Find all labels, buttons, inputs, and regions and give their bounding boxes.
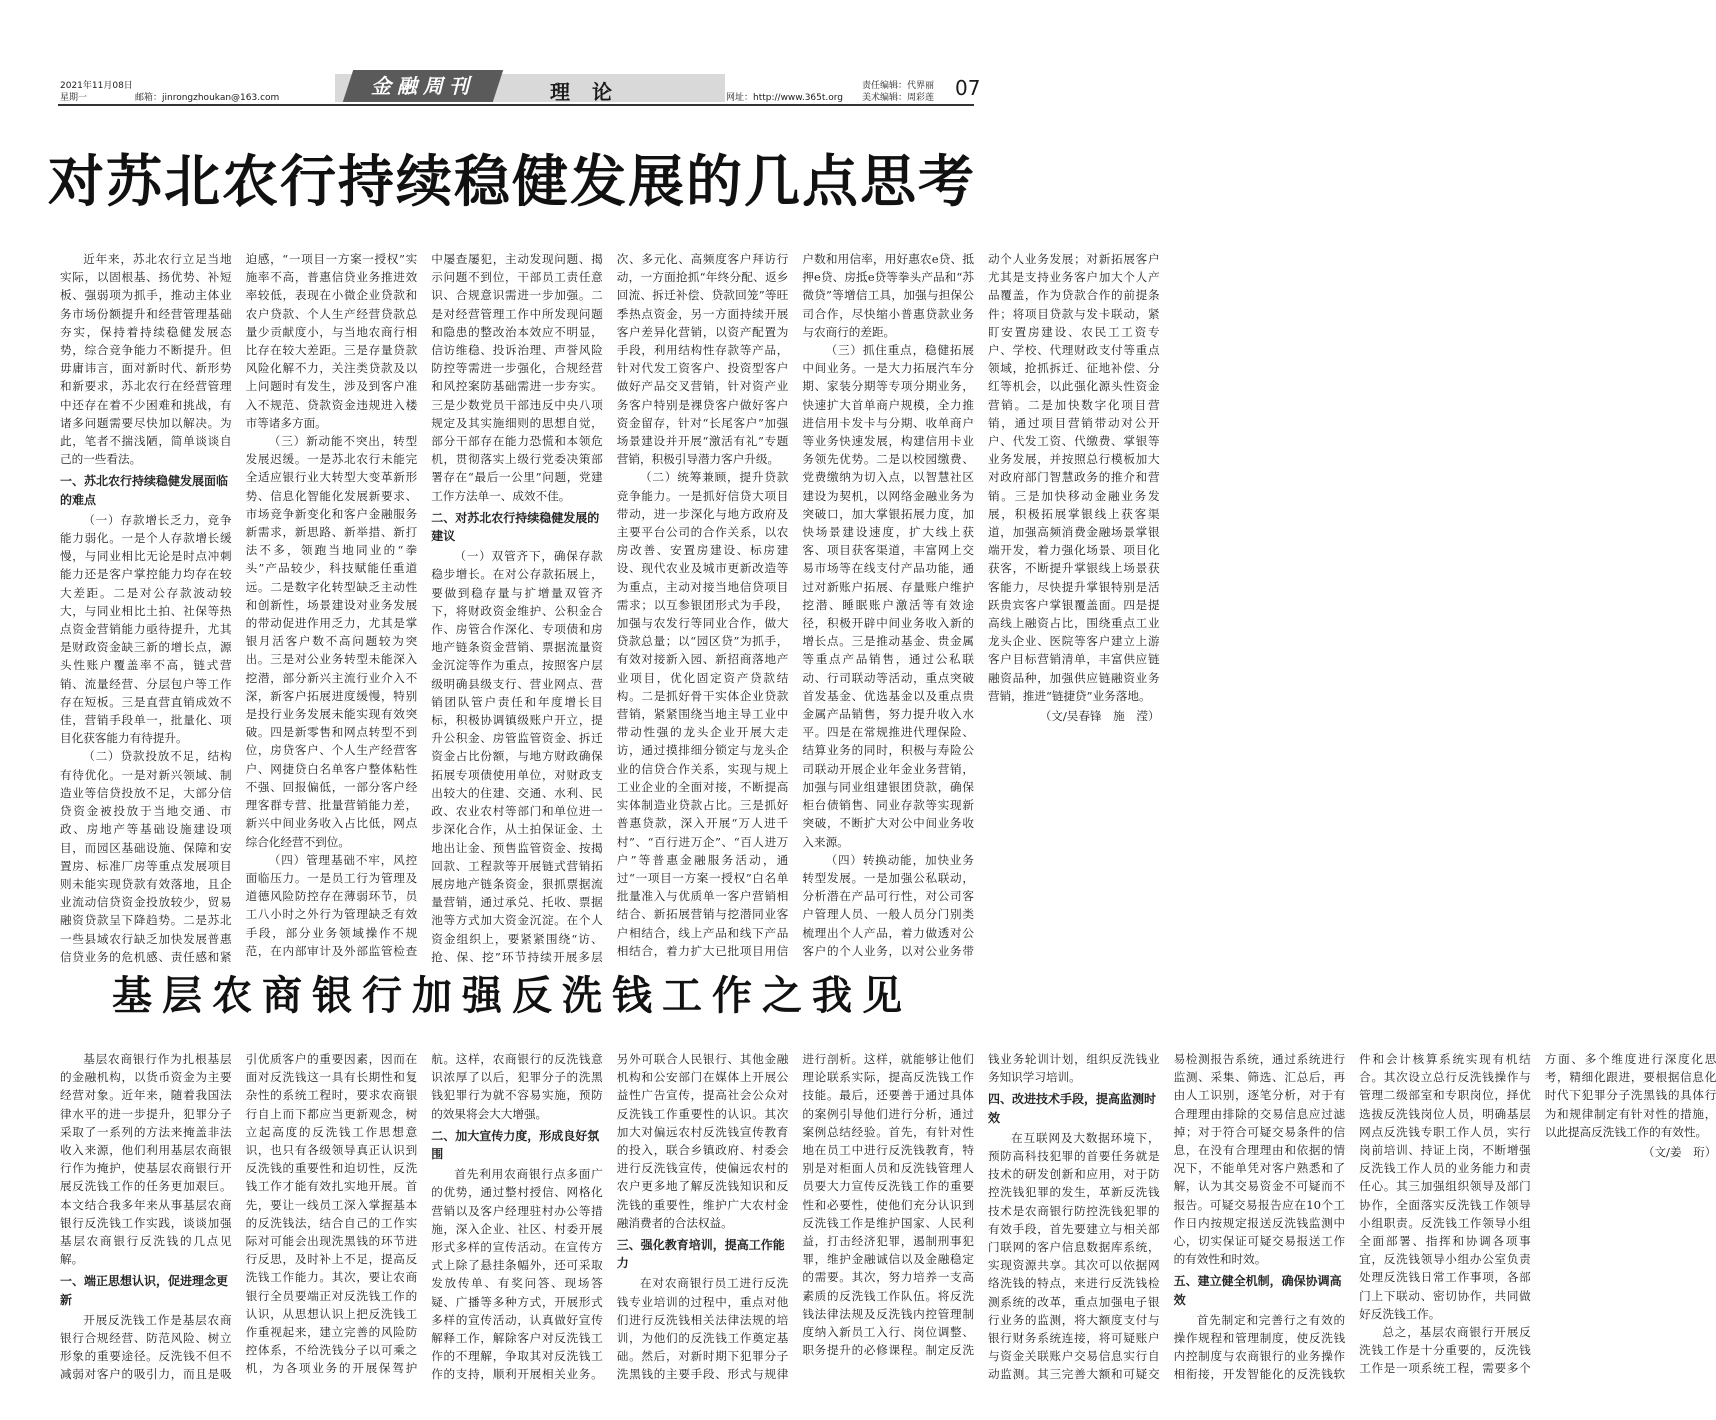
website-url: 网址：http://www.365t.org [726,93,844,103]
section-heading: 五、建立健全机制，确保协调高效 [1173,1274,1342,1307]
article1-title: 对苏北农行持续稳健发展的几点思考 [48,149,976,215]
paragraph: 基层农商银行作为扎根基层的金融机构，以货币资金为主要经营对象。近年来，随着我国法律水平的进一步提升，犯罪分子采取了一系列的方法来掩盖非法收入来源，他们利用基层农商银行作为掩护，使基层农商银行开展反洗钱工作的任务更加艰巨。本文结合我多年来从事基层农商银行反洗钱工作实践，谈谈加强基层农商银行反洗钱的几点见解。 [60,1052,232,1267]
paragraph: 总之，基层农商银行开展反洗钱工作是十分重要的，反洗钱工作是一项系统工程，需要多个方面、多个维度进行深度化思考，精细化跟进，要根据信息化时代下犯罪分子洗黑钱的具体行为和规律制定有针对性的措施，以此提高反洗钱工作的有效性。 [1359,1052,1716,1376]
section-name: 理论 [550,80,634,104]
paragraph: 在对农商银行员工进行反洗钱专业培训的过程中，重点对他们进行反洗钱相关法律法规的培训，为他们的反洗钱工作奠定基础。然后，对新时期下犯罪分子洗黑钱的主要手段、形式与规律进行剖析。这样，就能够让他们理论联系实际，提高反洗钱工作技能。最后，还要善于通过具体的案例引导他们进行分析，通过案例总结经验。首先，有针对性地在员工中进行反洗钱教育，特别是对柜面人员和反洗钱管理人员要大力宣传反洗钱工作的重要性和必要性，使他们充分认识到反洗钱工作是维护国家、人民利益，打击经济犯罪，遏制刑事犯罪，维护金融诚信以及金融稳定的需要。其次，努力培养一支高素质的反洗钱工作队伍。将反洗钱法律法规及反洗钱内控管理制度纳入新员工入行、岗位调整、职务提升的必修课程。制定反洗钱业务轮训计划，组织反洗钱业务知识学习培训。 [616,1052,1160,1382]
article1-byline: （文/吴春锋 施 滢） [1039,709,1160,724]
paragraph: 首先利用农商银行点多面广的优势，通过整村授信、网格化营销以及客户经理驻村办公等措施，深入企业、社区、村委开展形式多样的宣传活动。在宣传方式上除了悬挂条幅外，还可采取发放传单、有奖问答、现场答疑、广播等多种方式，开展形式多样的宣传活动，认真做好宣传解释工作，解除客户对反洗钱工作的不理解，争取其对反洗钱工作的支持，顺利开展相关业务。另外可联合人民银行、其他金融机构和公安部门在媒体上开展公益性广告宣传，提高社会公众对反洗钱工作重要性的认识。其次加大对偏远农村反洗钱宣传教育的投入，联合乡镇政府、村委会进行反洗钱宣传，使偏远农村的农户更多地了解反洗钱知识和反洗钱的重要性，维护广大农村金融消费者的合法权益。 [431,1052,789,1382]
art-editor: 美术编辑：周彩莲 [862,93,935,103]
paragraph: （四）转换动能，加快业务转型发展。一是加强公私联动，分析潜在产品可行性，对公司客户管理人员、一般人员分门别类梳理出个人产品，着力做透对公客户的个人业务，以对公业务带动个人业务发展；对新拓展客户尤其是支持业务客户加大个人产品覆盖，作为贷款合作的前提条件；将项目贷款与发卡联动，紧盯安置房建设、农民工工资专户、学校、代理财政支付等重点领域，抢抓拆迁、征地补偿、分红等机会，以此强化源头性资金营销。二是加快数字化项目营销，通过项目营销带动对公开户、代发工资、代缴费、掌银等业务发展，并按照总行模板加大对政府部门智慧政务的推介和营销。三是加快移动金融业务发展，积极拓展掌银线上获客渠道，加强高频消费金融场景掌银端开发，着力强化场景、项目化获客，不断提升掌银线上场景获客能力，尽快提升掌银特别是活跃贵宾客户掌银覆盖面。四是提高线上融资占比，围绕重点工业龙头企业、医院等客户建立上游客户目标营销清单，丰富供应链融资品种，加强供应链融资业务营销，推进“链捷贷”业务落地。 [802,252,1160,958]
paragraph: （二）贷款投放不足，结构有待优化。一是对新兴领域、制造业等信贷投放不足，大部分信贷资金被投放于当地交通、市政、房地产等基础设施建设项目，而园区基础设施、保障和安置房、标准厂房等重点发展项目则未能实现贷款有效落地，且企业流动信贷资金投放较少，贸易融资贷款呈下降趋势。二是苏北一些县域农行缺乏加快发展普惠信贷业务的危机感、责任感和紧迫感，“一项目一方案一授权”实施率不高，普惠信贷业务推进效率较低，表现在小微企业贷款和农户贷款、个人生产经营贷款总量少贡献度小，与当地农商行相比存在较大差距。三是存量贷款风险化解不力，关注类贷款及以上问题时有发生，涉及到客户准入不规范、贷款资金违规进入楼市等诸多方面。 [60,252,418,964]
responsible-editor: 责任编辑：代界丽 [862,81,935,91]
paragraph: （一）双管齐下，确保存款稳步增长。在对公存款拓展上，要做到稳存量与扩增量双管齐下，将财政资金维护、公积金合作、房管合作深化、专项债和房地产链条资金营销、票据流量资金沉淀等作为重点，按照客户层级明确县级支行、营业网点、营销团队管户责任和年度增长目标，积极协调镇级账户开立，提升公积金、房管监管资金、拆迁资金占比份额，与地方财政确保拓展专项债使用单位，对财政支出较大的住建、交通、水利、民政、农业农村等部门和单位进一步深化合作，从土拍保证金、土地出让金、预售监管资金、按揭回款、工程款等开展链式营销拓展房地产链条资金，狠抓票据流量营销，通过承兑、托收、票据池等方式加大资金沉淀。在个人资金组织上，要紧紧围绕“访、抢、保、挖”环节持续开展多层次、多元化、高频度客户拜访行动，一方面抢抓“年终分配、返乡回流、拆迁补偿、贷款回笼”等旺季热点资金，另一方面持续开展客户差异化营销，以资产配置为手段，利用结构性存款等产品，针对代发工资客户、投资型客户做好产品交叉营销，针对资产业务客户特别是裸贷客户做好客户资金留存，针对“长尾客户”加强场景建设并开展“激活有礼”专题营销，积极引导潜力客户升级。 [431,252,789,964]
paragraph: 近年来，苏北农行立足当地实际，以固根基、扬优势、补短板、强弱项为抓手，推动主体业务市场份额提升和经营管理基础夯实，保持着持续稳健发展态势，综合竞争能力不断提升。但毋庸讳言，面对新时代、新形势和新要求，苏北农行在经营管理中还存在着不少困难和挑战，有诸多问题需要尽快加以解决。为此，笔者不揣浅陋，简单谈谈自己的一些看法。 [60,252,232,467]
section-heading: 一、苏北农行持续稳健发展面临的难点 [60,474,229,507]
page-number: 07 [955,76,981,100]
section-heading: 一、端正思想认识，促进理念更新 [60,1274,229,1307]
section-heading: 二、对苏北农行持续稳健发展的建议 [431,510,600,544]
article1-body [60,250,1160,970]
paragraph: 在互联网及大数据环境下，预防高科技犯罪的首要任务就是技术的研发创新和应用，对于防控洗钱犯罪的发生，革新反洗钱技术是农商银行防控洗钱犯罪的有效手段，首先要建立与相关部门联网的客户信息数据库系统，实现资源共享。其次可以依据网络洗钱的特点，来进行反洗钱检测系统的改革，重点加强电子银行业务的监测，将大额度支付与银行财务系统连接，将可疑账户与资金关联账户交易信息实行自动监测。其三完善大额和可疑交易检测报告系统，通过系统进行监测、采集、筛选、汇总后，再由人工识别，逐笔分析，对于有合理理由排除的交易信息应过滤掉；对于符合可疑交易条件的信息，在没有合理理由和依据的情况下，不能单凭对客户熟悉和了解，认为其交易资金不可疑而不报告。可疑交易报告应在10个工作日内按规定报送反洗钱监测中心，切实保证可疑交易报送工作的有效性和时效。 [987,1052,1346,1382]
paragraph: （二）统筹兼顾，提升贷款竞争能力。一是抓好信贷大项目带动，进一步深化与地方政府及主要平台公司的合作关系，以农房改善、安置房建设、标房建设、现代农业及城市更新改造等为重点，主动对接当地信贷项目需求；以互参银团形式为手段，加强与农发行等同业合作，做大贷款总量；以“园区贷”为抓手，有效对接新入园、新招商落地产业项目，优化固定资产贷款结构。二是抓好骨干实体企业贷款营销，紧紧围绕当地主导工业中带动性强的龙头企业开展大走访，通过摸排细分锁定与龙头企业的信贷合作关系，实现与规上工业企业的全面对接，不断提高实体制造业贷款占比。三是抓好普惠贷款，深入开展“万人进千村”、“百行进万企”、“百人进万户”等普惠金融服务活动，通过“一项目一方案一授权”白名单批量准入与优质单一客户营销相结合、新拓展营销与挖潜同业客户相结合，线上产品和线下产品相结合，着力扩大已批项目用信户数和用信率，用好惠农e贷、抵押e贷、房抵e贷等拳头产品和“苏微贷”等增信工具，加强与担保公司合作，尽快缩小普惠贷款业务与农商行的差距。 [616,252,974,958]
paragraph: 首先制定和完善行之有效的操作规程和管理制度，使反洗钱内控制度与农商银行的业务操作相衔接，开发智能化的反洗钱软件和会计核算系统实现有机结合。其次设立总行反洗钱操作与管理二级部室和专职岗位，择优选拔反洗钱岗位人员，明确基层网点反洗钱专职工作人员，实行岗前培训、持证上岗，不断增强反洗钱工作人员的业务能力和责任心。其三加强组织领导及部门协作，全面落实反洗钱工作领导小组职责。反洗钱工作领导小组全面部署、指挥和协调各项事宜，反洗钱领导小组办公室负责处理反洗钱日常工作事项，各部门上下联动、密切协作，共同做好反洗钱工作。 [1173,1052,1531,1382]
article2-byline: （文/姜 珩） [1642,1145,1716,1160]
paragraph: （一）存款增长乏力，竞争能力弱化。一是个人存款增长缓慢，与同业相比无论是时点冲刺能力还是客户掌控能力均存在较大差距。二是对公存款波动较大，与同业相比土拍、社保等热点资金营销能力亟待提升，尤其是财政资金缺三新的增长点，源头性账户覆盖率不高，链式营销、流量经营、分层包户等工作存在短板。三是直营直销成效不佳，营销手段单一，批量化、项目化获客能力有待提升。 [60,512,232,746]
article2-title: 基层农商银行加强反洗钱工作之我见 [112,972,912,1019]
section-heading: 三、强化教育培训，提高工作能力 [616,1238,785,1271]
paragraph: （三）新动能不突出，转型发展迟缓。一是苏北农行未能完全适应银行业大转型大变革新形势、信息化智能化发展新要求、市场竞争新变化和客户金融服务新需求，新思路、新举措、新打法不多，领跑当地同业的“拳头”产品较少，科技赋能任重道远。二是数字化转型缺乏主动性和创新性，场景建设对业务发展的带动促进作用乏力，尤其是掌银月活客户数不高问题较为突出。三是对公业务转型未能深入挖潜，部分新兴主流行业介入不深，新客户拓展进度缓慢，特别是投行业务发展未能实现有效突破。四是新零售和网点转型不到位，房贷客户、个人生产经营客户、网捷贷白名单客户整体粘性不强、回报偏低，一部分客户经理客群专营、批量营销能力差，新兴中间业务收入占比低，网点综合化经营不到位。 [245,434,418,849]
masthead [0,0,1024,108]
paragraph: 开展反洗钱工作是基层农商银行合规经营、防范风险、树立形象的重要途径。反洗钱不但不减弱对客户的吸引力，而且是吸引优质客户的重要因素，因而在面对反洗钱这一具有长期性和复杂性的系统工程时，要求农商银行自上而下都应当更新观念，树立起高度的反洗钱工作思想意识，也只有各级领导真正认识到反洗钱的重要性和迫切性，反洗钱工作才能有效扎实地开展。首先，要让一线员工深入掌握基本的反洗钱法，结合自己的工作实际对可能会出现洗黑钱的环节进行反思，及时补上不足，提高反洗钱工作能力。其次，要让农商银行全员要端正对反洗钱工作的认识，从思想认识上把反洗钱工作重视起来，建立完善的风险防控体系，不给洗钱分子以可乘之机，为各项业务的开展保驾护航。这样，农商银行的反洗钱意识浓厚了以后，犯罪分子的洗黑钱犯罪行为就不容易实施，预防的效果将会大大增强。 [60,1052,603,1382]
issue-date: 2021年11月08日 [60,81,133,91]
header-rule [58,104,974,106]
paragraph: （四）管理基础不牢，风控面临压力。一是员工行为管理及道德风险防控存在薄弱环节，员工八小时之外行为管理缺乏有效手段，部分业务领域操作不规范，在内部审计及外部监管检查中屡查屡犯，主动发现问题、揭示问题不到位，干部员工责任意识、合规意识需进一步加强。二是对经营管理工作中所发现问题和隐患的整改治本效应不明显，信访维稳、投诉治理、声誉风险防控等需进一步强化，合规经营和风控案防基础需进一步夯实。三是少数党员干部违反中央八项规定及其实施细则的思想自觉，部分干部存在能力恐慌和本领危机，贯彻落实上级行党委决策部署存在“最后一公里”问题，党建工作方法单一、成效不佳。 [245,252,603,958]
paragraph: （三）抓住重点，稳健拓展中间业务。一是大力拓展汽车分期、家装分期等专项分期业务，快速扩大首单商户规模，全力推进信用卡发卡与分期、收单商户等业务快速发展，构建信用卡业务领先优势。二是以校园缴费、党费缴纳为切入点，以智慧社区建设为契机，以网络金融业务为突破口，加大掌银拓展力度，加快场景建设速度，扩大线上获客、项目获客渠道，丰富网上交易市场等在线支付产品功能，通过对新账户拓展、存量账户维护挖潜、睡眠账户激活等有效途径，积极开辟中间业务收入新的增长点。三是推动基金、贵金属等重点产品销售，通过公私联动、行司联动等活动，重点突破首发基金、优选基金以及重点贵金属产品销售，努力提升收入水平。四是在常规推进代理保险、结算业务的同时，积极与寿险公司联动开展企业年金业务营销，加强与同业组建银团贷款，确保柜台债销售、同业存款等实现新突破，不断扩大对公中间业务收入来源。 [802,343,974,849]
section-heading: 四、改进技术手段，提高监测时效 [987,1092,1156,1125]
contact-email: 邮箱：jinrongzhoukan@163.com [135,93,280,103]
article2-body [60,1050,1716,1395]
logo-text: 金融周刊 [371,74,475,98]
newspaper-logo [343,70,503,102]
section-heading: 二、加大宣传力度，形成良好氛围 [431,1128,600,1162]
issue-weekday: 星期一 [60,93,88,103]
